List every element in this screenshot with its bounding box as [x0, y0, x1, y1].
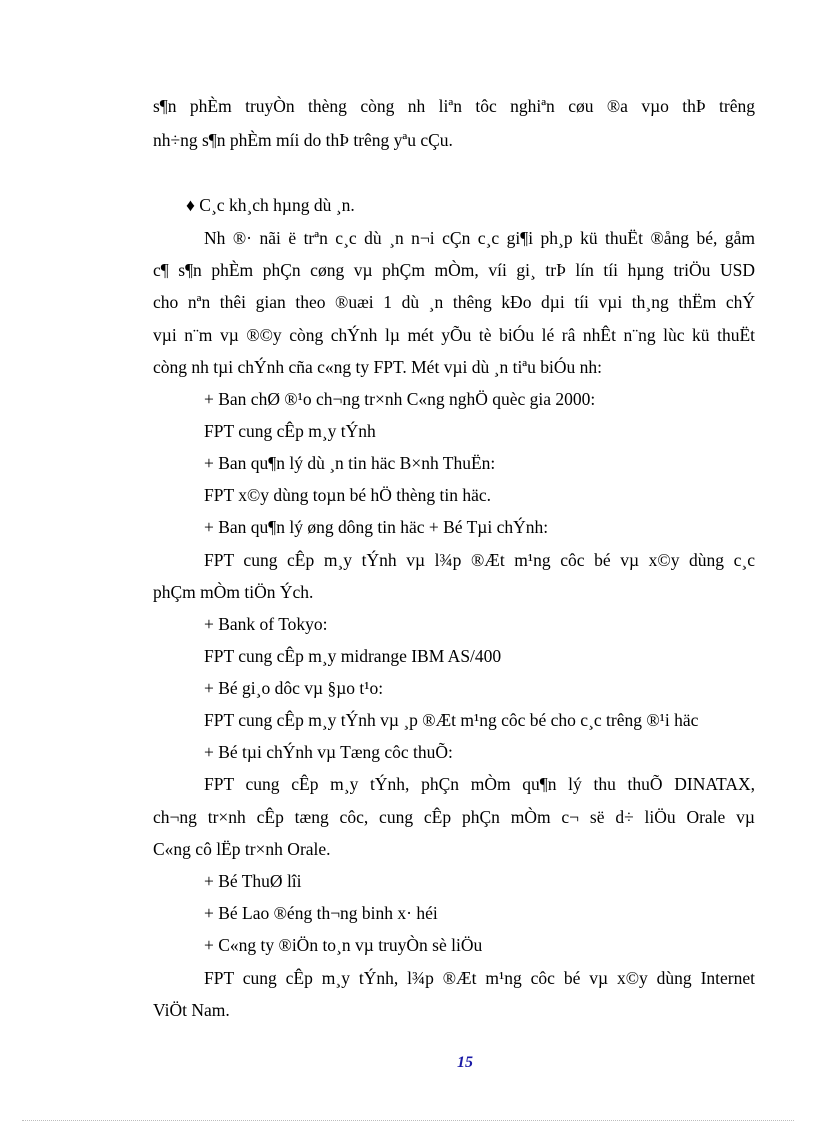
paragraph-line: còng nh tµi chÝnh cña c«ng ty FPT. Mét vµi dù ¸n tiªu biÓu nh: [153, 357, 603, 377]
project-title: + C«ng ty ®iÖn to¸n vµ truyÒn sè liÖu [204, 935, 483, 955]
paragraph-line: nh÷ng s¶n phÈm míi do thÞ trêng yªu cÇu. [153, 130, 453, 150]
project-title: + Bé gi¸o dôc vµ §µo t¹o: [204, 678, 384, 698]
paragraph-line: c¶ s¶n phÈm phÇn cøng vµ phÇm mÒm, víi gi¸ trÞ lín tíi hµng triÖu USD [153, 260, 755, 280]
project-detail: FPT cung cÊp m¸y midrange IBM AS/400 [204, 646, 502, 666]
paragraph-line: vµi n¨m vµ ®©y còng chÝnh lµ mét yÕu tè biÓu lé râ nhÊt n¨ng lùc kü thuËt [153, 325, 755, 345]
project-title: + Ban chØ ®¹o ch¬ng tr×nh C«ng nghÖ quèc gia 2000: [204, 389, 596, 409]
project-detail: FPT x©y dùng toµn bé hÖ thèng tin häc. [204, 485, 491, 505]
project-detail: FPT cung cÊp m¸y tÝnh vµ ¸p ®Æt m¹ng côc bé cho c¸c trêng ®¹i häc [204, 710, 699, 730]
project-title: + Ban qu¶n lý øng dông tin häc + Bé Tµi chÝnh: [204, 517, 549, 537]
page-number: 15 [457, 1054, 473, 1071]
project-detail: FPT cung cÊp m¸y tÝnh [204, 421, 376, 441]
paragraph-line: s¶n phÈm truyÒn thèng còng nh liªn tôc nghiªn cøu ®a vµo thÞ trêng [153, 96, 755, 116]
project-detail: ViÖt Nam. [153, 1000, 230, 1020]
project-detail: phÇm mÒm tiÖn Ých. [153, 582, 314, 602]
project-title: + Bé ThuØ lîi [204, 871, 302, 891]
paragraph-line: Nh ®· nãi ë trªn c¸c dù ¸n n¬i cÇn c¸c gi¶i ph¸p kü thuËt ®ång bé, gåm [204, 228, 755, 248]
project-detail: FPT cung cÊp m¸y tÝnh, l¾p ®Æt m¹ng côc bé vµ x©y dùng Internet [204, 968, 755, 988]
project-detail: ch¬ng tr×nh cÊp tæng côc, cung cÊp phÇn mÒm c¬ së d÷ liÖu Orale vµ [153, 807, 755, 827]
project-title: + Bank of Tokyo: [204, 614, 328, 634]
project-detail: FPT cung cÊp m¸y tÝnh, phÇn mÒm qu¶n lý thu thuÕ DINATAX, [204, 774, 755, 794]
page-bottom-border [22, 1120, 794, 1121]
project-detail: FPT cung cÊp m¸y tÝnh vµ l¾p ®Æt m¹ng côc bé vµ x©y dùng c¸c [204, 550, 755, 570]
project-title: + Bé tµi chÝnh vµ Tæng côc thuÕ: [204, 742, 453, 762]
paragraph-line: cho nªn thêi gian theo ®uæi 1 dù ¸n thêng kÐo dµi tíi vµi th¸ng thËm chÝ [153, 292, 755, 312]
project-title: + Bé Lao ®éng th¬ng binh x· héi [204, 903, 438, 923]
section-heading: ♦ C¸c kh¸ch hµng dù ¸n. [186, 195, 355, 215]
project-detail: C«ng cô lËp tr×nh Orale. [153, 839, 331, 859]
project-title: + Ban qu¶n lý dù ¸n tin häc B×nh ThuËn: [204, 453, 496, 473]
